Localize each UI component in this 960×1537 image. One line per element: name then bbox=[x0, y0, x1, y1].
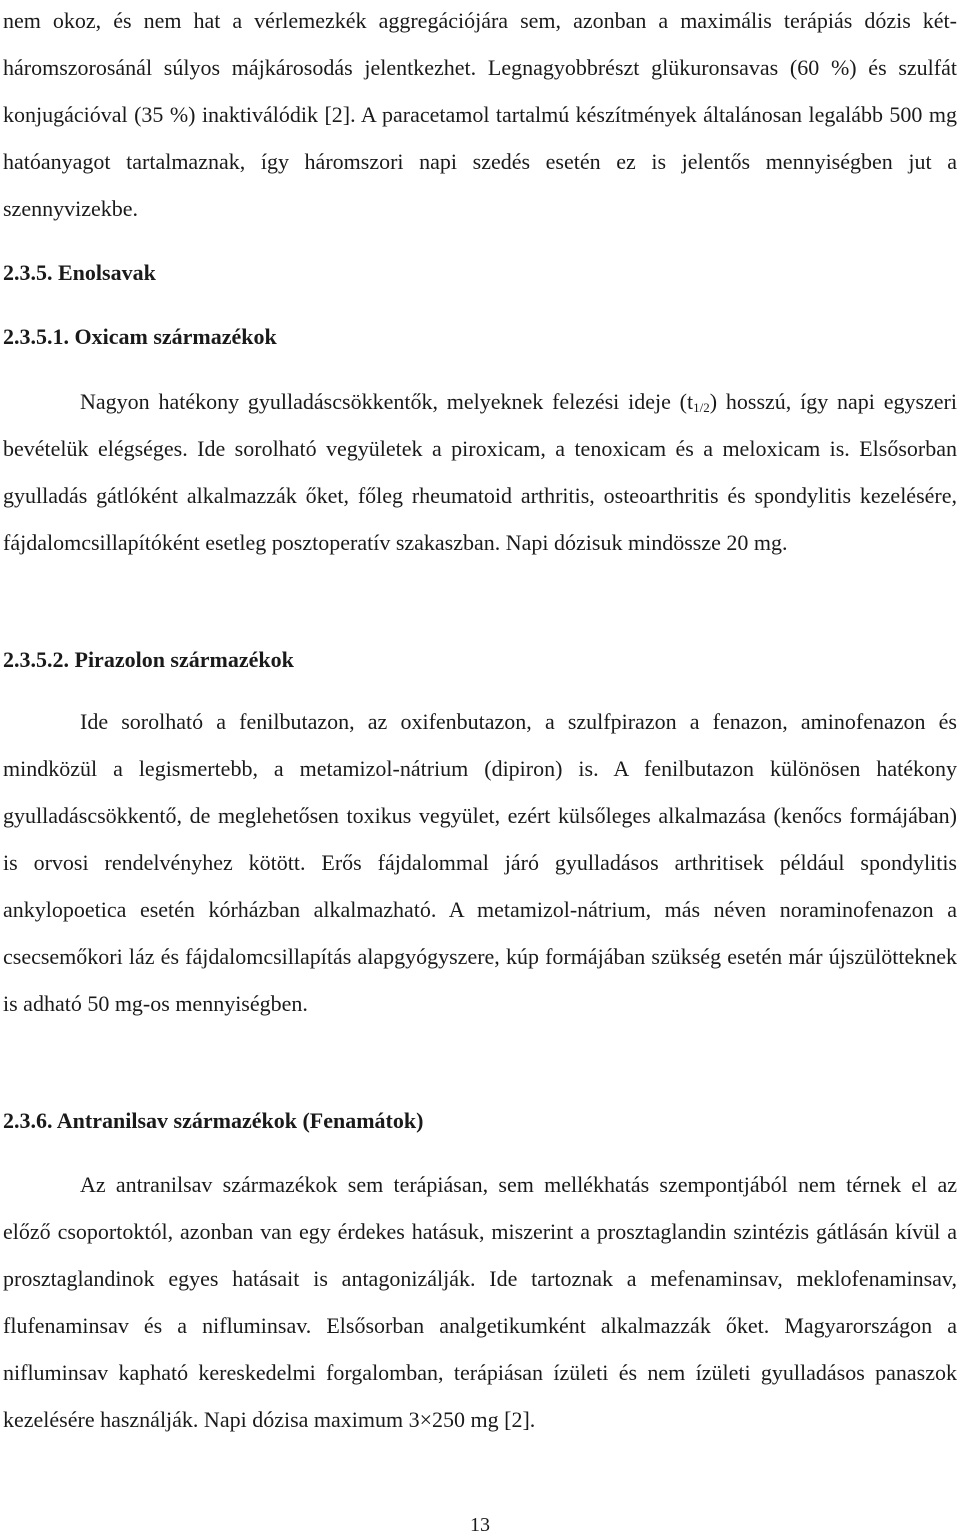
paragraph-antranilsav: Az antranilsav származékok sem terápiásan, sem mellékhatás szempontjából nem térnek el az előző csoportoktól, azonban van egy érdekes hatásuk, miszerint a prosztaglandin szintézis gátlásán kívül a prosztaglandinok egyes hatásait is antagonizálják. Ide tartoznak a mefenaminsav, meklofenaminsav, flufenaminsav és a nifluminsav. Elsősorban analgetikumként alkalmazzák őket. Magyarországon a nifluminsav kapható kereskedelmi forgalomban, terápiásan ízületi és nem ízületi gyulladásos panaszok kezelésére használják. Napi dózisa maximum 3×250 mg [2]. bbox=[3, 1172, 957, 1432]
heading-pirazolon: 2.3.5.2. Pirazolon származékok bbox=[3, 647, 294, 672]
heading-oxicam: 2.3.5.1. Oxicam származékok bbox=[3, 324, 277, 349]
half-life-subscript: 1/2 bbox=[693, 400, 710, 415]
paragraph-oxicam-text-start: Nagyon hatékony gyulladáscsökkentők, melyeknek felezési ideje (t bbox=[80, 389, 694, 414]
page-number: 13 bbox=[470, 1514, 490, 1536]
paragraph-oxicam-text-end: ) hosszú, így napi egyszeri bevételük elégséges. Ide sorolható vegyületek a piroxicam, a tenoxicam és a meloxicam is. Elsősorban gyulladás gátlóként alkalmazzák őket, főleg rheumatoid arthritis, osteoarthritis és spondylitis kezelésére, fájdalomcsillapítóként esetleg posztoperatív szakaszban. Napi dózisuk mindössze 20 mg. bbox=[3, 389, 958, 555]
paragraph-pirazolon: Ide sorolható a fenilbutazon, az oxifenbutazon, a szulfpirazon a fenazon, aminofenazon és mindközül a legismertebb, a metamizol-nátrium (dipiron) is. A fenilbutazon különösen hatékony gyulladáscsökkentő, de meglehetősen toxikus vegyület, ezért külsőleges alkalmazása (kenőcs formájában) is orvosi rendelvényhez kötött. Erős fájdalommal járó gyulladásos arthritisek például spondylitis ankylopoetica esetén kórházban alkalmazható. A metamizol-nátrium, más néven noraminofenazon a csecsemőkori láz és fájdalomcsillapítás alapgyógyszere, kúp formájában szükség esetén már újszülötteknek is adható 50 mg-os mennyiségben. bbox=[3, 709, 957, 1016]
paragraph-oxicam bbox=[3, 378, 957, 566]
paragraph-paracetamol: nem okoz, és nem hat a vérlemezkék aggregációjára sem, azonban a maximális terápiás dózis két-háromszorosánál súlyos májkárosodás jelentkezhet. Legnagyobbrészt glükuronsavas (60 %) és szulfát konjugációval (35 %) inaktiválódik [2]. A paracetamol tartalmú készítmények általánosan legalább 500 mg hatóanyagot tartalmaznak, így háromszori napi szedés esetén ez is jelentős mennyiségben jut a szennyvizekbe. bbox=[3, 8, 957, 221]
heading-antranilsav: 2.3.6. Antranilsav származékok (Fenamátok) bbox=[3, 1108, 424, 1133]
heading-enolsavak: 2.3.5. Enolsavak bbox=[3, 260, 156, 285]
